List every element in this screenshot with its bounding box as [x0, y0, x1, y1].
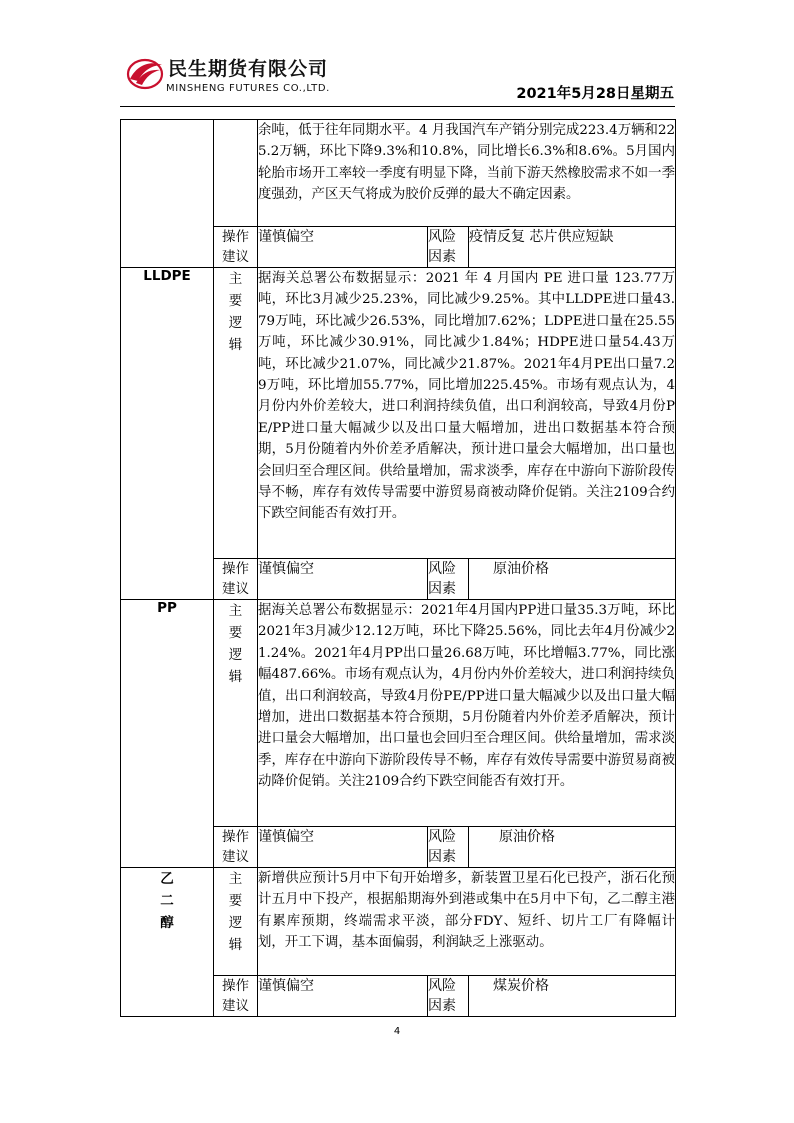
rubber-logic-text: 余吨，低于往年同期水平。4 月我国汽车产销分别完成223.4万辆和225.2万辆，环比下降9.3%和10.8%，同比增长6.3%和8.6%。5月国内轮胎市场开工率较一季度有明显下降，当前下游天然橡胶需求不如一季度强劲，产区天气将成为胶价反弹的最大不确定因素。 [258, 120, 676, 227]
company-name-en: MINSHENG FUTURES CO.,LTD. [166, 83, 330, 94]
pp-risk: 原油价格 [469, 827, 676, 868]
meg-operation: 谨慎偏空 [258, 976, 428, 1017]
risk-label: 风险 因素 [428, 559, 469, 600]
commodity-table [120, 119, 676, 1017]
minsheng-logo-icon [126, 55, 164, 91]
meg-logic-text: 新增供应预计5月中下旬开始增多，新装置卫星石化已投产，浙石化预计五月中下投产，根据船期海外到港或集中在5月中下旬，乙二醇主港有累库预期，终端需求平淡，部分FDY、短纤、切片工厂有降幅计划，开工下调，基本面偏弱，利润缺乏上涨驱动。 [258, 868, 676, 976]
page-header [120, 52, 676, 110]
risk-label: 风险 因素 [428, 227, 469, 268]
lldpe-operation: 谨慎偏空 [258, 559, 428, 600]
section-name-rubber [121, 120, 214, 268]
lldpe-risk: 原油价格 [469, 559, 676, 600]
section-name-lldpe: LLDPE [121, 268, 214, 600]
risk-label: 风险 因素 [428, 976, 469, 1017]
operation-label: 操作 建议 [214, 559, 258, 600]
risk-label: 风险 因素 [428, 827, 469, 868]
report-date: 2021年5月28日星期五 [516, 86, 674, 102]
rubber-risk: 疫情反复 芯片供应短缺 [469, 227, 676, 268]
logic-label: 主要逻辑 [214, 868, 258, 976]
operation-label: 操作 建议 [214, 976, 258, 1017]
pp-logic-row [121, 600, 676, 827]
pp-logic-text: 据海关总署公布数据显示：2021年4月国内PP进口量35.3万吨，环比2021年3月减少12.12万吨，环比下降25.56%，同比去年4月份减少21.24%。2021年4月PP出口量26.68万吨，环比增幅3.77%，同比涨幅487.66%。市场有观点认为，4月份内外价差较大，进口利润持续负值，出口利润较高，导致4月份PE/PP进口量大幅减少以及出口量大幅增加，进出口数据基本符合预期，5月份随着内外价差矛盾解决，预计进口量会大幅增加，出口量也会回归至合理区间。供给量增加，需求淡季，库存在中游向下游阶段传导不畅，库存有效传导需要中游贸易商被动降价促销。关注2109合约下跌空间能否有效打开。 [258, 600, 676, 827]
header-rule [120, 106, 675, 107]
logic-label: 主要逻辑 [214, 268, 258, 559]
lldpe-logic-text: 据海关总署公布数据显示：2021 年 4 月国内 PE 进口量 123.77万吨，环比3月减少25.23%，同比减少9.25%。其中LLDPE进口量43.79万吨，环比减少26.53%，同比增加7.62%；LDPE进口量在25.55万吨，环比减少30.91%，同比减少1.84%；HDPE进口量54.43万吨，环比减少21.07%，同比减少21.87%。2021年4月PE出口量7.29万吨，环比增加55.77%，同比增加225.45%。市场有观点认为，4月份内外价差较大，进口利润持续负值，出口利润较高，导致4月份PE/PP进口量大幅减少以及出口量大幅增加，进出口数据基本符合预期，5月份随着内外价差矛盾解决，预计进口量会大幅增加，出口量也会回归至合理区间。供给量增加，需求淡季，库存在中游向下游阶段传导不畅，库存有效传导需要中游贸易商被动降价促销。关注2109合约下跌空间能否有效打开。 [258, 268, 676, 559]
pp-operation: 谨慎偏空 [258, 827, 428, 868]
operation-label: 操作 建议 [214, 227, 258, 268]
meg-risk: 煤炭价格 [469, 976, 676, 1017]
logic-label: 主要逻辑 [214, 600, 258, 827]
meg-logic-row [121, 868, 676, 976]
rubber-logic-row [121, 120, 676, 227]
section-name-pp: PP [121, 600, 214, 868]
section-name-meg: 乙二醇 [121, 868, 214, 1017]
operation-label: 操作 建议 [214, 827, 258, 868]
rubber-operation: 谨慎偏空 [258, 227, 428, 268]
company-name-cn: 民生期货有限公司 [168, 58, 329, 80]
lldpe-logic-row [121, 268, 676, 559]
page-number: 4 [393, 1026, 401, 1037]
logic-label [214, 120, 258, 227]
